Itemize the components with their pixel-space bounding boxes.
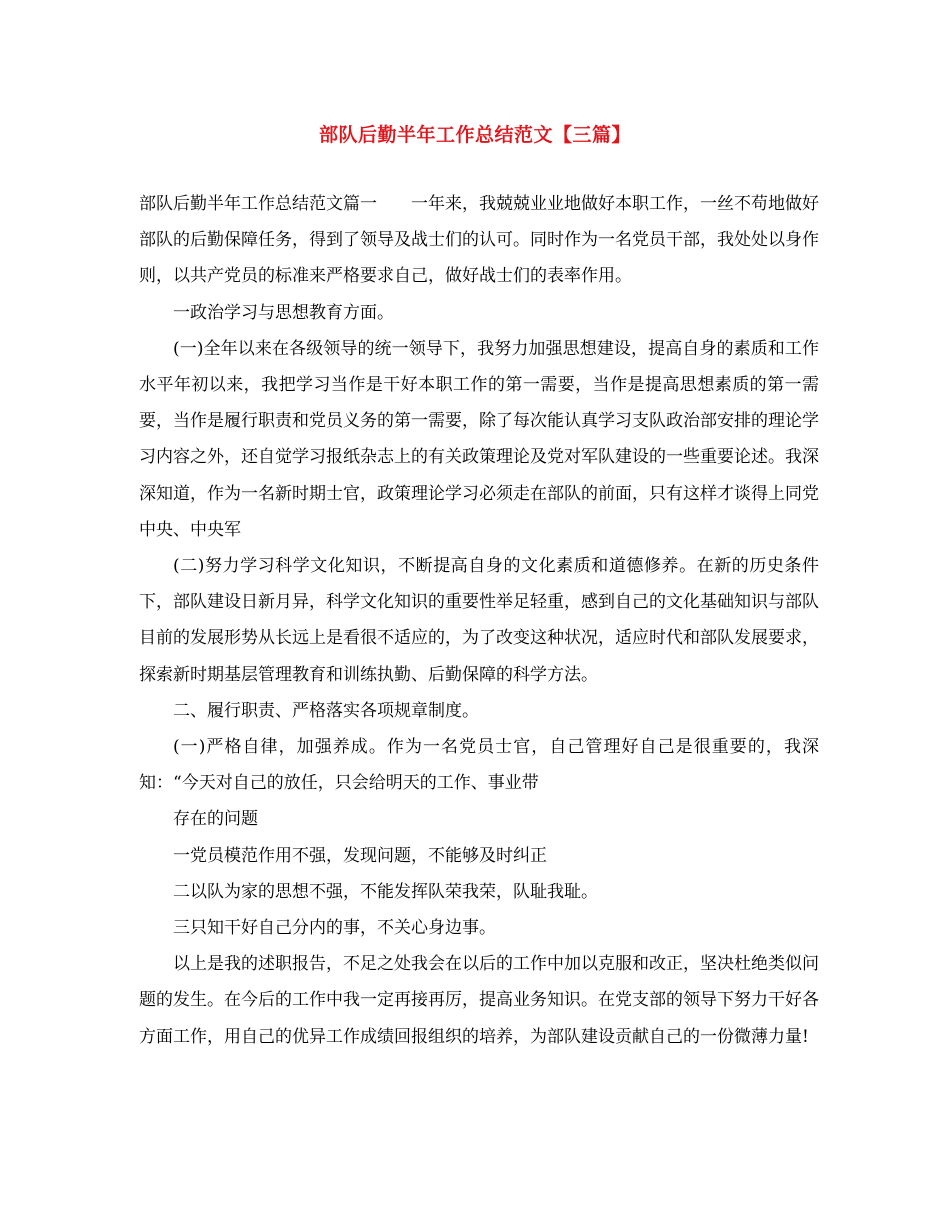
paragraph-study-2: (二)努力学习科学文化知识，不断提高自身的文化素质和道德修养。在新的历史条件下，部队建设日新月异，科学文化知识的重要性举足轻重，感到自己的文化基础知识与部队目前的发展形势从长远上是看很不适应的，为了改变这种状况，适应时代和部队发展要求，探索新时期基层管理教育和训练执勤、后勤保障的科学方法。 <box>139 556 819 685</box>
intro-text: 一年来，我兢兢业业地做好本职工作，一丝不苟地做好部队的后勤保障任务，得到了领导及战士们的认可。同时作为一名党员干部，我处处以身作则，以共产党员的标准来严格要求自己，做好战士们的表率作用。 <box>139 194 819 287</box>
paragraph-conclusion: 以上是我的述职报告，不足之处我会在以后的工作中加以克服和改正，坚决杜绝类似问题的发生。在今后的工作中我一定再接再厉，提高业务知识。在党支部的领导下努力干好各方面工作，用自己的优异工作成绩回报组织的培养，为部队建设贡献自己的一份微薄力量! <box>139 954 819 1047</box>
paragraph-problem-2: 二以队为家的思想不强，不能发挥队荣我荣，队耻我耻。 <box>173 881 598 902</box>
paragraph-intro <box>139 186 819 295</box>
paragraph-problem-3: 三只知干好自己分内的事，不关心身边事。 <box>173 918 496 939</box>
paragraph-study-1: (一)全年以来在各级领导的统一领导下，我努力加强思想建设，提高自身的素质和工作水平年初以来，我把学习当作是干好本职工作的第一需要，当作是提高思想素质的第一需要，当作是履行职责和党员义务的第一需要，除了每次能认真学习支队政治部安排的理论学习内容之外，还自觉学习报纸杂志上的有关政策理论及党对军队建设的一些重要论述。我深深知道，作为一名新时期士官，政策理论学习必须走在部队的前面，只有这样才谈得上同党中央、中央军 <box>139 338 819 540</box>
paragraph-discipline: (一)严格自律，加强养成。作为一名党员士官，自己管理好自己是很重要的，我深知：“今天对自己的放任，只会给明天的工作、事业带 <box>139 737 819 794</box>
document-title: 部队后勤半年工作总结范文【三篇】 <box>318 124 631 146</box>
section-heading: 部队后勤半年工作总结范文篇一 <box>139 194 377 214</box>
paragraph-problems-heading: 存在的问题 <box>173 809 258 830</box>
paragraph-problem-1: 一党员模范作用不强，发现问题，不能够及时纠正 <box>173 845 547 866</box>
paragraph-duties-heading: 二、履行职责、严格落实各项规章制度。 <box>173 700 479 721</box>
document-body <box>139 186 819 1055</box>
paragraph-politics-heading: 一政治学习与思想教育方面。 <box>173 302 394 323</box>
